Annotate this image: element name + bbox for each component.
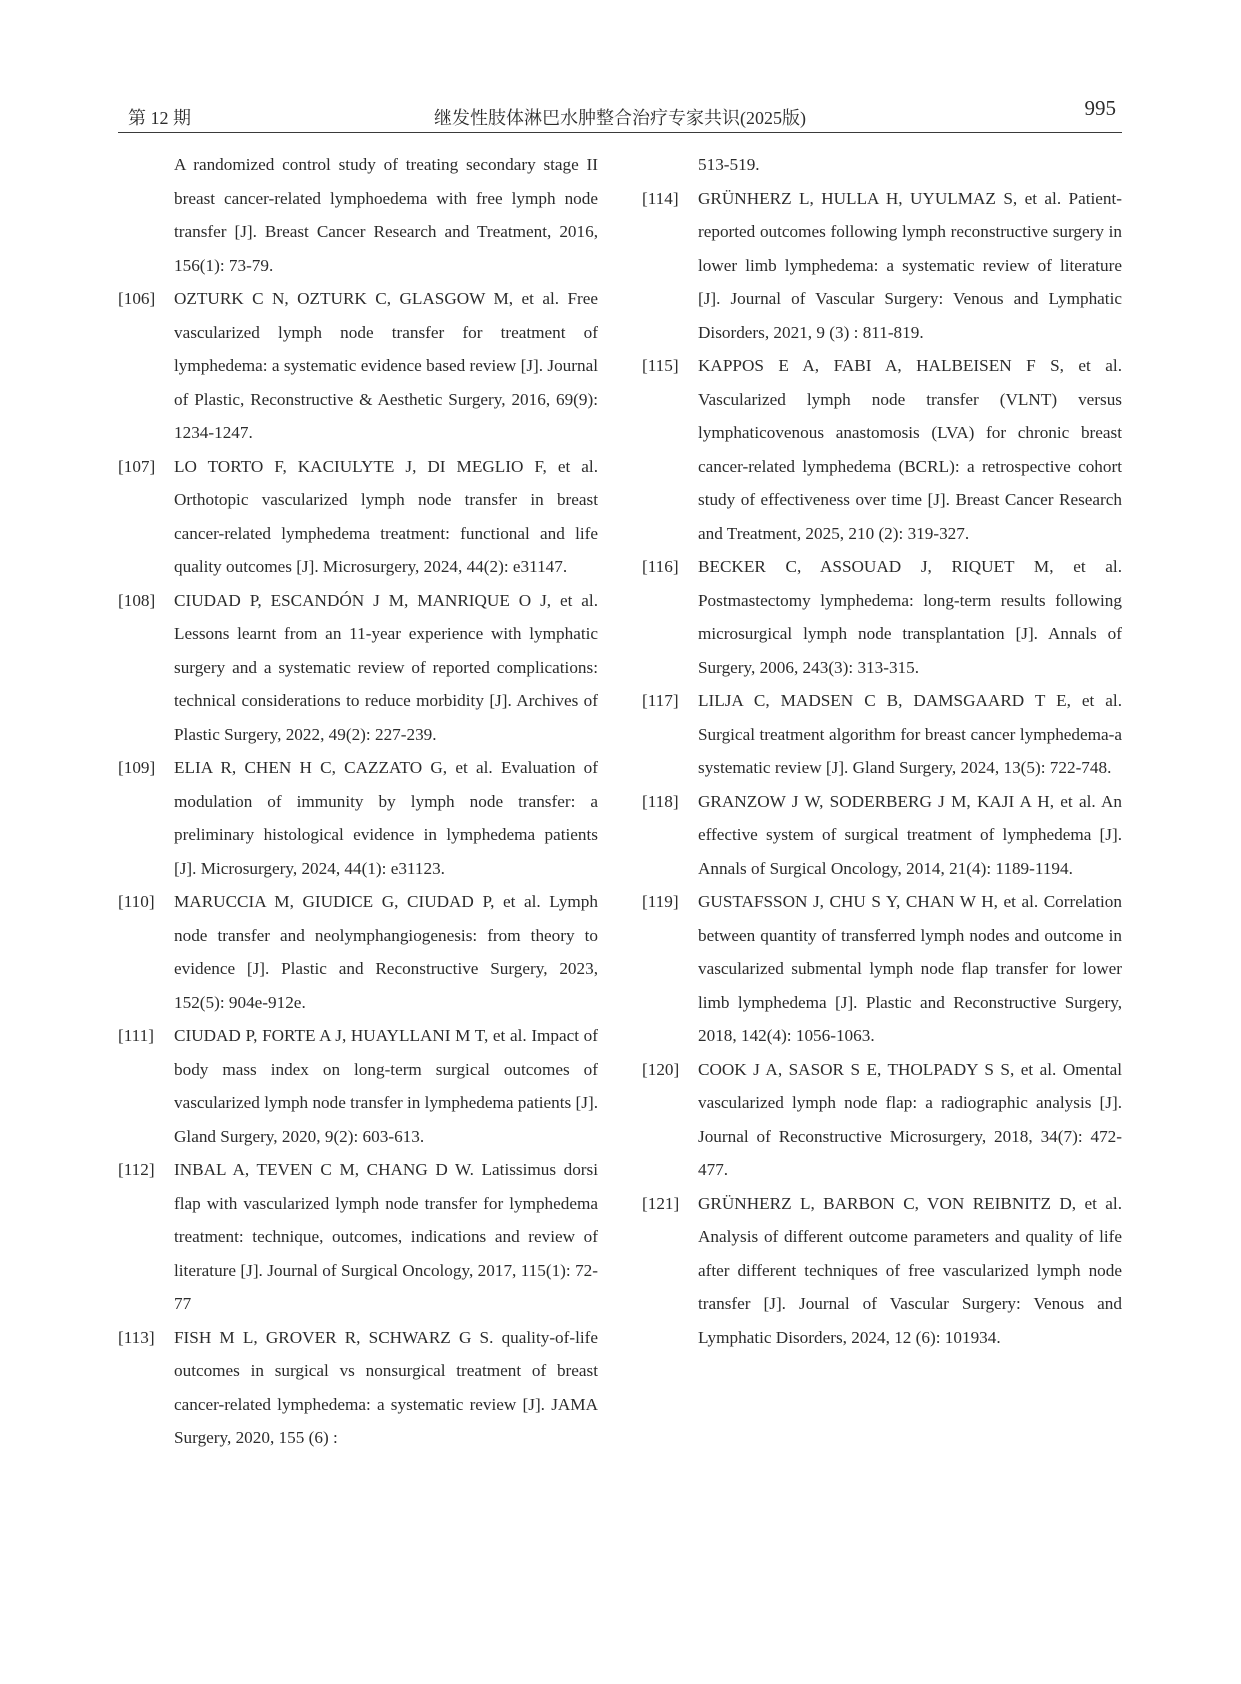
reference-entry [642, 148, 1122, 182]
reference-text: A randomized control study of treating secondary stage II breast cancer-related lymphoedema with free lymph node transfer [J]. Breast Cancer Research and Treatment, 2016, 156(1): 73-79. [174, 155, 598, 275]
running-title: 继发性肢体淋巴水肿整合治疗专家共识(2025版) [434, 108, 806, 128]
reference-entry [642, 684, 1122, 785]
reference-column-right [642, 148, 1122, 1354]
reference-entry [118, 450, 598, 584]
reference-entry [642, 550, 1122, 684]
reference-entry [118, 584, 598, 752]
reference-entry [118, 885, 598, 1019]
reference-entry [118, 1153, 598, 1321]
issue-label: 第 12 期 [128, 108, 191, 128]
reference-text: GRÜNHERZ L, BARBON C, VON REIBNITZ D, et al. Analysis of different outcome parameters and quality of life after different techniques of free vascularized lymph node transfer [J]. Journal of Vascular Surgery: Venous and Lymphatic Disorders, 2024, 12 (6): 101934. [698, 1193, 1122, 1347]
reference-entry [118, 751, 598, 885]
reference-number: [110] [118, 892, 155, 911]
reference-number: [114] [642, 188, 679, 208]
reference-number: [111] [118, 1026, 154, 1045]
reference-text: GUSTAFSSON J, CHU S Y, CHAN W H, et al. Correlation between quantity of transferred lymph nodes and outcome in vascularized submental lymph node flap transfer for lower limb lymphedema [J]. Plastic and Reconstructive Surgery, 2018, 142(4): 1056-1063. [698, 892, 1122, 1045]
reference-text: MARUCCIA M, GIUDICE G, CIUDAD P, et al. Lymph node transfer and neolymphangiogenesis: from theory to evidence [J]. Plastic and Reconstructive Surgery, 2023, 152(5): 904e-912e. [174, 892, 598, 1012]
reference-text: OZTURK C N, OZTURK C, GLASGOW M, et al. Free vascularized lymph node transfer for treatment of lymphedema: a systematic evidence based review [J]. Journal of Plastic, Reconstructive & Aesthetic Surgery, 2016, 69(9): 1234-1247. [174, 289, 598, 442]
reference-number: [113] [118, 1327, 155, 1347]
reference-text: FISH M L, GROVER R, SCHWARZ G S. quality-of-life outcomes in surgical vs nonsurgical treatment of breast cancer-related lymphedema: a systematic review [J]. JAMA Surgery, 2020, 155 (6) : [174, 1327, 598, 1447]
reference-text: BECKER C, ASSOUAD J, RIQUET M, et al. Postmastectomy lymphedema: long-term results following microsurgical lymph node transplantation [J]. Annals of Surgery, 2006, 243(3): 313-315. [698, 557, 1122, 677]
reference-number: [109] [118, 758, 156, 777]
reference-number: [121] [642, 1193, 680, 1213]
reference-text: CIUDAD P, FORTE A J, HUAYLLANI M T, et al. Impact of body mass index on long-term surgical outcomes of vascularized lymph node transfer in lymphedema patients [J]. Gland Surgery, 2020, 9(2): 603-613. [174, 1026, 598, 1146]
reference-text: INBAL A, TEVEN C M, CHANG D W. Latissimus dorsi flap with vascularized lymph node transfer for lymphedema treatment: technique, outcomes, indications and review of literature [J]. Journal of Surgical Oncology, 2017, 115(1): 72-77 [174, 1160, 598, 1313]
reference-number: [119] [642, 892, 679, 911]
reference-number: [118] [642, 791, 679, 811]
reference-entry [118, 148, 598, 282]
reference-text: KAPPOS E A, FABI A, HALBEISEN F S, et al. Vascularized lymph node transfer (VLNT) versus lymphaticovenous anastomosis (LVA) for chronic breast cancer-related lymphedema (BCRL): a retrospective cohort study of effectiveness over time [J]. Breast Cancer Research and Treatment, 2025, 210 (2): 319-327. [698, 356, 1122, 543]
reference-number: [106] [118, 289, 156, 308]
reference-text: COOK J A, SASOR S E, THOLPADY S S, et al. Omental vascularized lymph node flap: a radiographic analysis [J]. Journal of Reconstructive Microsurgery, 2018, 34(7): 472-477. [698, 1059, 1122, 1179]
reference-entry [642, 349, 1122, 550]
reference-number: [112] [118, 1160, 155, 1179]
reference-number: [116] [642, 557, 679, 576]
reference-entry [642, 785, 1122, 886]
reference-text: GRANZOW J W, SODERBERG J M, KAJI A H, et al. An effective system of surgical treatment of lymphedema [J]. Annals of Surgical Oncology, 2014, 21(4): 1189-1194. [698, 791, 1122, 878]
reference-entry [642, 885, 1122, 1053]
reference-entry [118, 1019, 598, 1153]
reference-text: GRÜNHERZ L, HULLA H, UYULMAZ S, et al. Patient-reported outcomes following lymph reconstructive surgery in lower limb lymphedema: a systematic review of literature [J]. Journal of Vascular Surgery: Venous and Lymphatic Disorders, 2021, 9 (3) : 811-819. [698, 188, 1122, 342]
reference-number: [117] [642, 691, 679, 710]
reference-entry [642, 1187, 1122, 1355]
reference-number: [115] [642, 356, 679, 375]
reference-entry [642, 182, 1122, 350]
reference-number: [107] [118, 456, 156, 476]
reference-text: ELIA R, CHEN H C, CAZZATO G, et al. Evaluation of modulation of immunity by lymph node transfer: a preliminary histological evidence in lymphedema patients [J]. Microsurgery, 2024, 44(1): e31123. [174, 758, 598, 878]
reference-entry [118, 1321, 598, 1455]
reference-text: 513-519. [698, 155, 760, 174]
reference-column-left [118, 148, 598, 1455]
reference-entry [642, 1053, 1122, 1187]
page-number: 995 [1084, 96, 1116, 120]
reference-text: LO TORTO F, KACIULYTE J, DI MEGLIO F, et al. Orthotopic vascularized lymph node transfer in breast cancer-related lymphedema treatment: functional and life quality outcomes [J]. Microsurgery, 2024, 44(2): e31147. [174, 456, 598, 576]
reference-entry [118, 282, 598, 450]
reference-text: CIUDAD P, ESCANDÓN J M, MANRIQUE O J, et al. Lessons learnt from an 11-year experience with lymphatic surgery and a systematic review of reported complications: technical considerations to reduce morbidity [J]. Archives of Plastic Surgery, 2022, 49(2): 227-239. [174, 590, 598, 744]
reference-number: [108] [118, 590, 156, 610]
reference-text: LILJA C, MADSEN C B, DAMSGAARD T E, et al. Surgical treatment algorithm for breast cancer lymphedema-a systematic review [J]. Gland Surgery, 2024, 13(5): 722-748. [698, 691, 1122, 777]
page-header [118, 96, 1122, 133]
reference-number: [120] [642, 1059, 680, 1079]
